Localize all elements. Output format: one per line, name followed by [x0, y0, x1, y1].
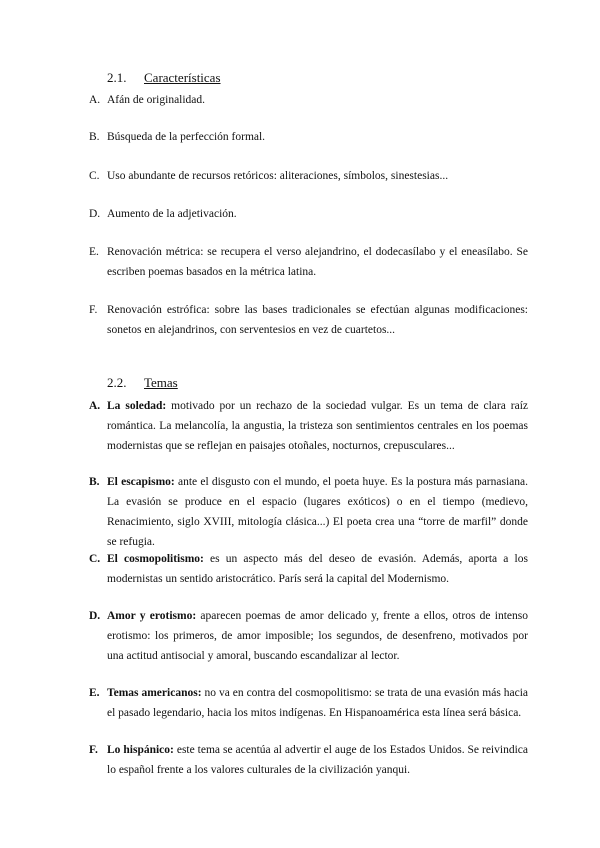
section-title: Temas: [144, 375, 178, 390]
list-item: [89, 606, 528, 666]
list-item: [89, 127, 528, 147]
list-item: [89, 90, 528, 110]
item-text: Aumento de la adjetivación.: [107, 208, 237, 220]
item-body: no va en contra del cosmopolitismo: se trata de una evasión más hacia el pasado legendario, hacia los mitos indígenas. En Hispanoamérica esta línea será básica.: [107, 687, 529, 719]
item-letter: D.: [89, 208, 101, 220]
list-item: [89, 740, 528, 780]
item-letter: B.: [89, 476, 100, 488]
list-item: [89, 683, 528, 723]
item-letter: D.: [89, 610, 101, 622]
item-term: El escapismo:: [107, 476, 175, 488]
item-body: es un aspecto más del deseo de evasión. Además, aporta a los modernistas un sentido aristocrático. París será la capital del Modernismo.: [107, 553, 528, 585]
item-letter: A.: [89, 94, 101, 106]
item-letter: C.: [89, 553, 101, 565]
section-heading-caracteristicas: [107, 70, 221, 86]
item-text: Uso abundante de recursos retóricos: aliteraciones, símbolos, sinestesias...: [107, 170, 449, 182]
item-body: aparecen poemas de amor delicado y, frente a ellos, otros de intenso erotismo: los primeros, de amor imposible; los segundos, de desenfreno, motivados por una actitud antisocial y amoral, buscando escandalizar al lector.: [107, 610, 528, 662]
list-item: [89, 472, 528, 552]
item-text: Búsqueda de la perfección formal.: [107, 131, 266, 143]
item-text: [107, 396, 528, 456]
list-item: [89, 242, 528, 282]
item-body: este tema se acentúa al advertir el auge de los Estados Unidos. Se reivindica lo español frente a los valores culturales de la civilización yanqui.: [107, 744, 528, 776]
section-number: 2.1.: [107, 70, 127, 85]
item-term: Lo hispánico:: [107, 744, 174, 756]
item-term: Amor y erotismo:: [107, 610, 197, 622]
item-letter: E.: [89, 687, 100, 699]
item-body: motivado por un rechazo de la sociedad vulgar. Es un tema de clara raíz romántica. La melancolía, la angustia, la tristeza son sentimientos centrales en los poemas modernistas que se reflejan en paisajes otoñales, nocturnos, crepusculares...: [107, 400, 528, 452]
item-letter: A.: [89, 400, 101, 412]
item-body: ante el disgusto con el mundo, el poeta huye. Es la postura más parnasiana. La evasión se produce en el espacio (lugares exóticos) o en el tiempo (medievo, Renacimiento, siglo XVIII, mitología clásica...) El poeta crea una “torre de marfil” donde se refugia.: [107, 476, 528, 548]
section-title: Características: [144, 70, 221, 85]
item-text: [107, 683, 528, 723]
item-text: Renovación métrica: se recupera el verso alejandrino, el dodecasílabo y el eneasílabo. Se escriben poemas basados en la métrica latina.: [107, 246, 528, 278]
item-text: Afán de originalidad.: [107, 94, 206, 106]
section-number: 2.2.: [107, 375, 127, 390]
item-text: [107, 740, 528, 780]
item-letter: E.: [89, 246, 99, 258]
list-item: [89, 549, 528, 589]
item-term: Temas americanos:: [107, 687, 202, 699]
list-item: [89, 300, 528, 340]
item-letter: F.: [89, 304, 98, 316]
list-item: [89, 204, 528, 224]
list-item: [89, 166, 528, 186]
item-text: [107, 606, 528, 666]
item-letter: B.: [89, 131, 100, 143]
item-text: Renovación estrófica: sobre las bases tradicionales se efectúan algunas modificaciones: sonetos en alejandrinos, con serventesios en vez de cuartetos...: [107, 304, 528, 336]
section-heading-temas: [107, 375, 178, 391]
item-text: [107, 549, 528, 589]
item-text: [107, 472, 528, 552]
item-term: La soledad:: [107, 400, 167, 412]
item-term: El cosmopolitismo:: [107, 553, 204, 565]
item-letter: C.: [89, 170, 100, 182]
item-letter: F.: [89, 744, 98, 756]
list-item: [89, 396, 528, 456]
